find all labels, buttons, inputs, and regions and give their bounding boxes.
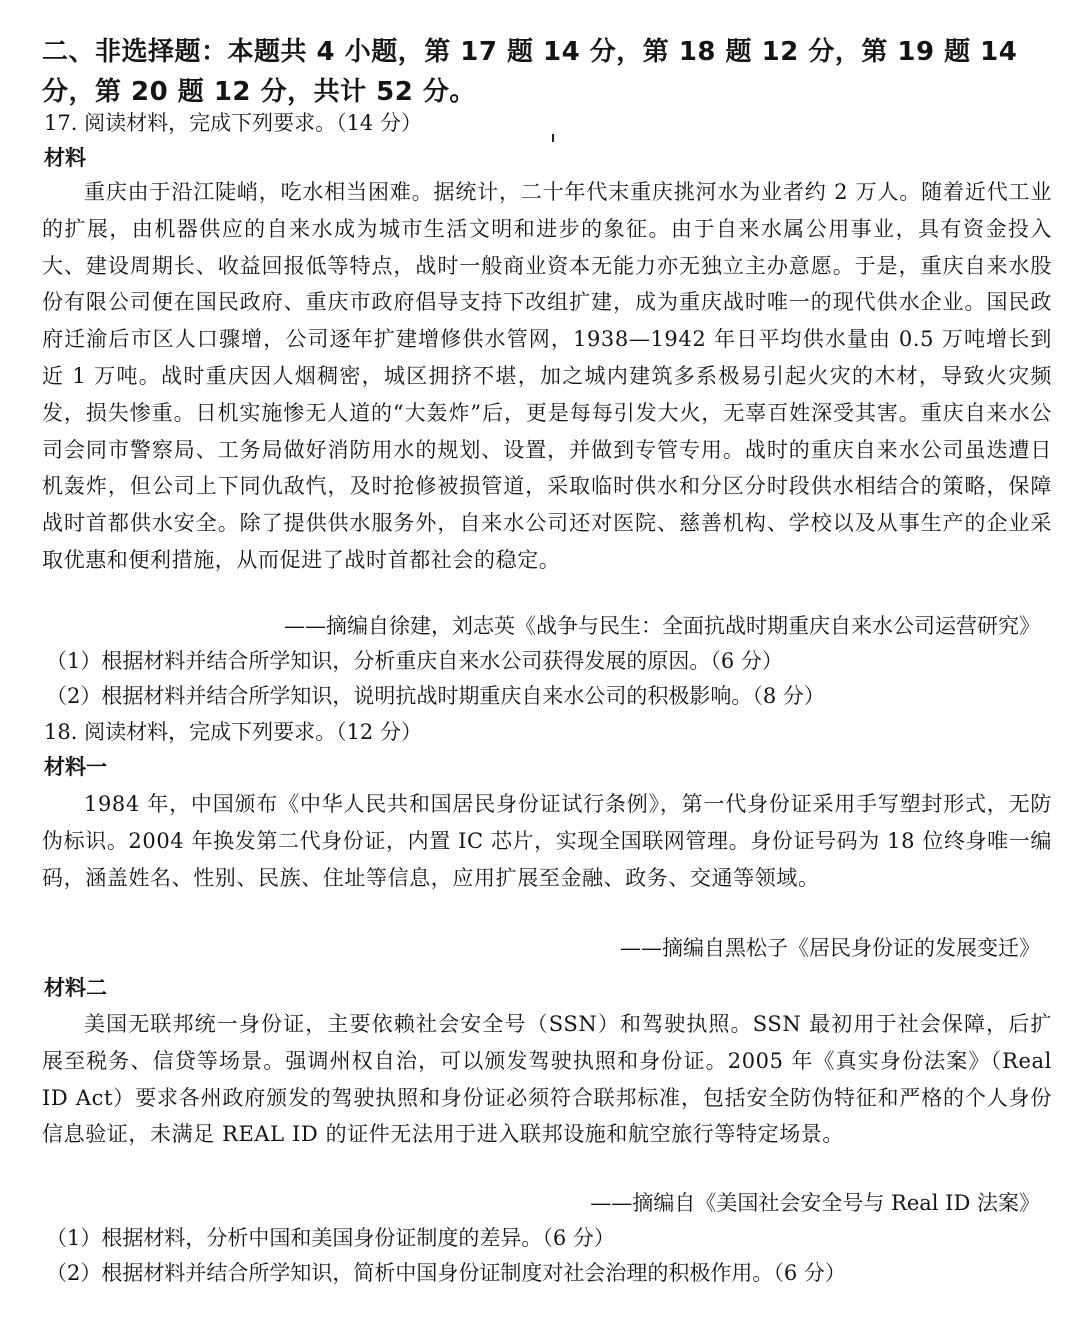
q18-material1-label: 材料一: [44, 754, 107, 779]
q18-title: 18. 阅读材料，完成下列要求。（12 分）: [44, 720, 422, 744]
q18-question-2: （2）根据材料并结合所学知识，简析中国身份证制度对社会治理的积极作用。（6 分）: [46, 1261, 846, 1285]
q18-question-1: （1）根据材料，分析中国和美国身份证制度的差异。（6 分）: [46, 1226, 615, 1250]
q18-material1-source: ——摘编自黑松子《居民身份证的发展变迁》: [620, 936, 1040, 960]
q17-title: 17. 阅读材料，完成下列要求。（14 分）: [44, 111, 422, 135]
q17-material-label: 材料: [44, 145, 86, 170]
q17-source: ——摘编自徐建，刘志英《战争与民生：全面抗战时期重庆自来水公司运营研究》: [284, 614, 1040, 638]
q18-material2-label: 材料二: [44, 975, 107, 1000]
q18-material2-text: 美国无联邦统一身份证，主要依赖社会安全号（SSN）和驾驶执照。SSN 最初用于社会保障，后扩展至税务、信贷等场景。强调州权自治，可以颁发驾驶执照和身份证。2005 年《真实身份法案》（Real ID Act）要求各州政府颁发的驾驶执照和身份证必须符合联邦标准，包括安全防伪特征和严格的个人身份信息验证，未满足 REAL ID 的证件无法用于进入联邦设施和航空旅行等特定场景。: [42, 1012, 1052, 1147]
stray-mark: [552, 134, 554, 142]
q17-question-2: （2）根据材料并结合所学知识，说明抗战时期重庆自来水公司的积极影响。（8 分）: [46, 684, 825, 708]
q18-material1-text: 1984 年，中国颁布《中华人民共和国居民身份证试行条例》，第一代身份证采用手写塑封形式，无防伪标识。2004 年换发第二代身份证，内置 IC 芯片，实现全国联网管理。身份证号码为 18 位终身唯一编码，涵盖姓名、性别、民族、住址等信息，应用扩展至金融、政务、交通等领域。: [42, 792, 1052, 890]
section-heading: 二、非选择题：本题共 4 小题，第 17 题 14 分，第 18 题 12 分，第 19 题 14 分，第 20 题 12 分，共计 52 分。: [42, 37, 1018, 107]
q17-question-1: （1）根据材料并结合所学知识，分析重庆自来水公司获得发展的原因。（6 分）: [46, 649, 783, 673]
q17-material-text: 重庆由于沿江陡峭，吃水相当困难。据统计，二十年代末重庆挑河水为业者约 2 万人。随着近代工业的扩展，由机器供应的自来水成为城市生活文明和进步的象征。由于自来水属公用事业，具有资金投入大、建设周期长、收益回报低等特点，战时一般商业资本无能力亦无独立主办意愿。于是，重庆自来水股份有限公司便在国民政府、重庆市政府倡导支持下改组扩建，成为重庆战时唯一的现代供水企业。国民政府迁渝后市区人口骤增，公司逐年扩建增修供水管网，1938—1942 年日平均供水量由 0.5 万吨增长到近 1 万吨。战时重庆因人烟稠密，城区拥挤不堪，加之城内建筑多系极易引起火灾的木材，导致火灾频发，损失惨重。日机实施惨无人道的“大轰炸”后，更是每每引发大火，无辜百姓深受其害。重庆自来水公司会同市警察局、工务局做好消防用水的规划、设置，并做到专管专用。战时的重庆自来水公司虽迭遭日机轰炸，但公司上下同仇敌忾，及时抢修被损管道，采取临时供水和分区分时段供水相结合的策略，保障战时首都供水安全。除了提供供水服务外，自来水公司还对医院、慈善机构、学校以及从事生产的企业采取优惠和便利措施，从而促进了战时首都社会的稳定。: [42, 180, 1052, 572]
q18-material2-source: ——摘编自《美国社会安全号与 Real ID 法案》: [590, 1191, 1040, 1215]
